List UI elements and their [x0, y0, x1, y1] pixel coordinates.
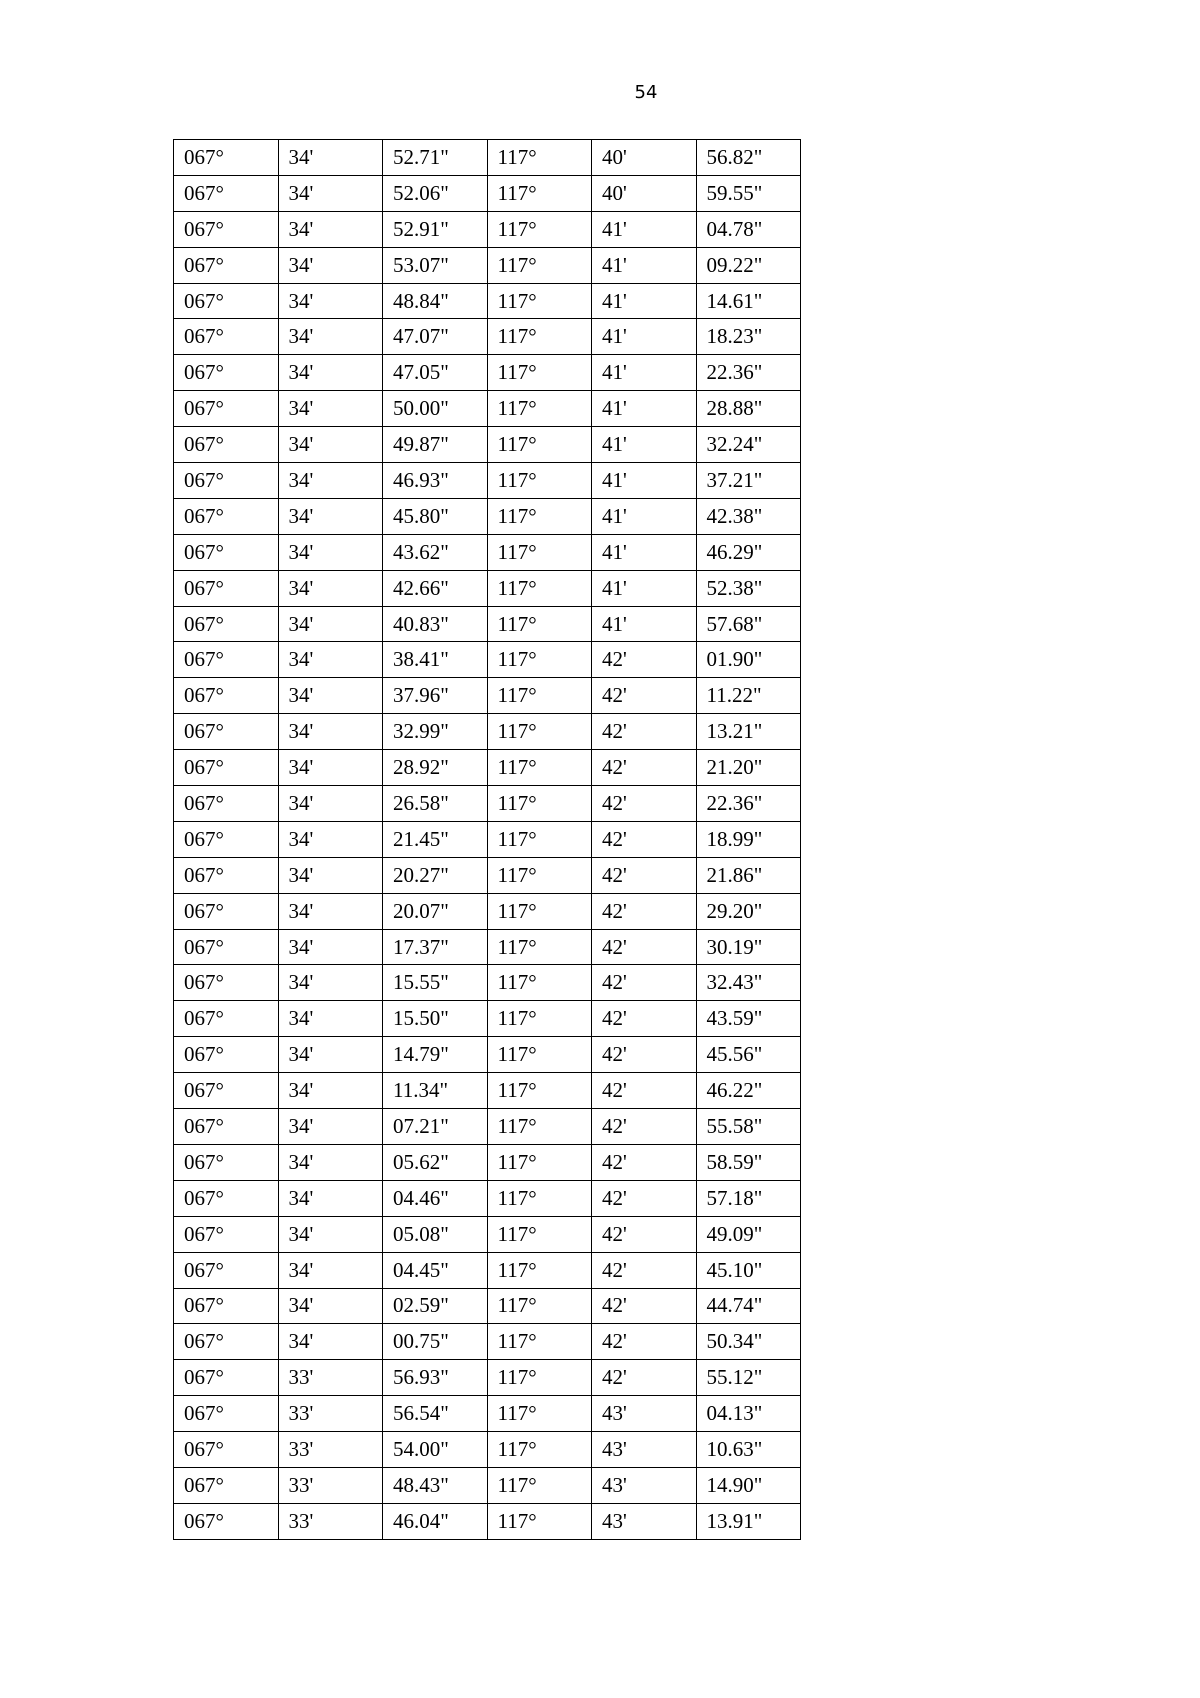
lon-seconds-cell: 59.55"	[696, 175, 801, 211]
lat-seconds-cell: 48.43"	[383, 1467, 488, 1503]
table-row	[174, 534, 801, 570]
lat-degrees-cell: 067°	[174, 1001, 279, 1037]
lat-seconds-cell: 52.06"	[383, 175, 488, 211]
lat-seconds-cell: 47.07"	[383, 319, 488, 355]
lat-degrees-cell: 067°	[174, 175, 279, 211]
lat-minutes-cell: 34'	[278, 857, 383, 893]
table-row	[174, 1073, 801, 1109]
lon-seconds-cell: 45.56"	[696, 1037, 801, 1073]
table-row	[174, 1144, 801, 1180]
lat-seconds-cell: 21.45"	[383, 821, 488, 857]
lon-degrees-cell: 117°	[487, 1216, 592, 1252]
lat-seconds-cell: 20.27"	[383, 857, 488, 893]
lon-degrees-cell: 117°	[487, 283, 592, 319]
lat-minutes-cell: 33'	[278, 1432, 383, 1468]
lon-seconds-cell: 18.99"	[696, 821, 801, 857]
lon-minutes-cell: 41'	[592, 463, 697, 499]
lat-degrees-cell: 067°	[174, 319, 279, 355]
lon-seconds-cell: 32.24"	[696, 427, 801, 463]
lon-degrees-cell: 117°	[487, 750, 592, 786]
lat-minutes-cell: 34'	[278, 750, 383, 786]
lon-minutes-cell: 41'	[592, 247, 697, 283]
lon-minutes-cell: 41'	[592, 355, 697, 391]
lat-degrees-cell: 067°	[174, 1144, 279, 1180]
lon-minutes-cell: 42'	[592, 1252, 697, 1288]
lat-degrees-cell: 067°	[174, 283, 279, 319]
lat-minutes-cell: 34'	[278, 319, 383, 355]
table-row	[174, 821, 801, 857]
lat-seconds-cell: 43.62"	[383, 534, 488, 570]
lon-degrees-cell: 117°	[487, 211, 592, 247]
lat-degrees-cell: 067°	[174, 211, 279, 247]
lon-degrees-cell: 117°	[487, 534, 592, 570]
lat-degrees-cell: 067°	[174, 1180, 279, 1216]
lat-degrees-cell: 067°	[174, 965, 279, 1001]
lat-seconds-cell: 37.96"	[383, 678, 488, 714]
table-row	[174, 427, 801, 463]
lon-degrees-cell: 117°	[487, 714, 592, 750]
lat-seconds-cell: 38.41"	[383, 642, 488, 678]
lat-seconds-cell: 26.58"	[383, 786, 488, 822]
table-row	[174, 857, 801, 893]
lat-minutes-cell: 33'	[278, 1467, 383, 1503]
lat-seconds-cell: 05.08"	[383, 1216, 488, 1252]
lat-degrees-cell: 067°	[174, 678, 279, 714]
lon-degrees-cell: 117°	[487, 1324, 592, 1360]
lat-minutes-cell: 34'	[278, 1288, 383, 1324]
lat-seconds-cell: 47.05"	[383, 355, 488, 391]
lat-minutes-cell: 34'	[278, 175, 383, 211]
lat-seconds-cell: 15.55"	[383, 965, 488, 1001]
lat-minutes-cell: 34'	[278, 1180, 383, 1216]
lat-minutes-cell: 34'	[278, 283, 383, 319]
table-row	[174, 750, 801, 786]
table-row	[174, 1252, 801, 1288]
lon-degrees-cell: 117°	[487, 319, 592, 355]
lat-seconds-cell: 17.37"	[383, 929, 488, 965]
lat-degrees-cell: 067°	[174, 1037, 279, 1073]
lat-seconds-cell: 45.80"	[383, 498, 488, 534]
lat-minutes-cell: 33'	[278, 1360, 383, 1396]
lon-minutes-cell: 42'	[592, 1109, 697, 1145]
lat-degrees-cell: 067°	[174, 1288, 279, 1324]
lat-seconds-cell: 32.99"	[383, 714, 488, 750]
lon-minutes-cell: 42'	[592, 893, 697, 929]
table-row	[174, 140, 801, 176]
lon-degrees-cell: 117°	[487, 498, 592, 534]
lon-minutes-cell: 42'	[592, 1073, 697, 1109]
lon-minutes-cell: 41'	[592, 570, 697, 606]
lon-minutes-cell: 43'	[592, 1503, 697, 1539]
lon-seconds-cell: 14.90"	[696, 1467, 801, 1503]
lon-degrees-cell: 117°	[487, 1144, 592, 1180]
lon-degrees-cell: 117°	[487, 1073, 592, 1109]
lat-minutes-cell: 34'	[278, 714, 383, 750]
lat-minutes-cell: 34'	[278, 1001, 383, 1037]
lon-seconds-cell: 45.10"	[696, 1252, 801, 1288]
lon-degrees-cell: 117°	[487, 678, 592, 714]
lon-seconds-cell: 50.34"	[696, 1324, 801, 1360]
lon-minutes-cell: 43'	[592, 1396, 697, 1432]
lon-seconds-cell: 21.20"	[696, 750, 801, 786]
lon-degrees-cell: 117°	[487, 1180, 592, 1216]
lat-minutes-cell: 34'	[278, 391, 383, 427]
lat-minutes-cell: 34'	[278, 211, 383, 247]
lon-degrees-cell: 117°	[487, 1467, 592, 1503]
lon-seconds-cell: 29.20"	[696, 893, 801, 929]
lon-minutes-cell: 41'	[592, 283, 697, 319]
lat-minutes-cell: 34'	[278, 355, 383, 391]
lon-minutes-cell: 42'	[592, 1180, 697, 1216]
lon-minutes-cell: 42'	[592, 1144, 697, 1180]
lon-minutes-cell: 43'	[592, 1467, 697, 1503]
lat-seconds-cell: 48.84"	[383, 283, 488, 319]
lat-degrees-cell: 067°	[174, 642, 279, 678]
lat-seconds-cell: 04.46"	[383, 1180, 488, 1216]
lon-seconds-cell: 58.59"	[696, 1144, 801, 1180]
table-row	[174, 1216, 801, 1252]
lat-seconds-cell: 15.50"	[383, 1001, 488, 1037]
coordinates-table-body	[174, 140, 801, 1540]
lon-seconds-cell: 13.21"	[696, 714, 801, 750]
lat-minutes-cell: 34'	[278, 786, 383, 822]
lon-minutes-cell: 42'	[592, 1324, 697, 1360]
lon-minutes-cell: 41'	[592, 427, 697, 463]
lat-degrees-cell: 067°	[174, 821, 279, 857]
lon-degrees-cell: 117°	[487, 1252, 592, 1288]
coordinates-table	[173, 139, 801, 1540]
lat-minutes-cell: 34'	[278, 1073, 383, 1109]
table-row	[174, 1288, 801, 1324]
lon-seconds-cell: 30.19"	[696, 929, 801, 965]
lat-minutes-cell: 34'	[278, 929, 383, 965]
lat-degrees-cell: 067°	[174, 355, 279, 391]
lon-minutes-cell: 42'	[592, 1360, 697, 1396]
lat-minutes-cell: 34'	[278, 642, 383, 678]
lat-minutes-cell: 34'	[278, 1037, 383, 1073]
lat-seconds-cell: 52.91"	[383, 211, 488, 247]
lat-minutes-cell: 33'	[278, 1503, 383, 1539]
lat-degrees-cell: 067°	[174, 857, 279, 893]
lon-seconds-cell: 10.63"	[696, 1432, 801, 1468]
lon-degrees-cell: 117°	[487, 929, 592, 965]
lat-degrees-cell: 067°	[174, 786, 279, 822]
table-row	[174, 355, 801, 391]
lat-degrees-cell: 067°	[174, 750, 279, 786]
table-row	[174, 211, 801, 247]
lat-seconds-cell: 42.66"	[383, 570, 488, 606]
lon-degrees-cell: 117°	[487, 642, 592, 678]
lat-minutes-cell: 34'	[278, 1252, 383, 1288]
table-row	[174, 1324, 801, 1360]
lon-minutes-cell: 42'	[592, 965, 697, 1001]
table-row	[174, 642, 801, 678]
lat-minutes-cell: 34'	[278, 1324, 383, 1360]
lat-seconds-cell: 07.21"	[383, 1109, 488, 1145]
table-row	[174, 893, 801, 929]
lat-minutes-cell: 34'	[278, 678, 383, 714]
lon-minutes-cell: 42'	[592, 1216, 697, 1252]
lon-minutes-cell: 42'	[592, 1288, 697, 1324]
table-row	[174, 1037, 801, 1073]
lon-minutes-cell: 41'	[592, 534, 697, 570]
lon-minutes-cell: 42'	[592, 678, 697, 714]
lon-degrees-cell: 117°	[487, 175, 592, 211]
lat-degrees-cell: 067°	[174, 1396, 279, 1432]
lon-degrees-cell: 117°	[487, 786, 592, 822]
lon-degrees-cell: 117°	[487, 140, 592, 176]
lat-seconds-cell: 53.07"	[383, 247, 488, 283]
lon-seconds-cell: 46.22"	[696, 1073, 801, 1109]
lat-degrees-cell: 067°	[174, 714, 279, 750]
lon-degrees-cell: 117°	[487, 1432, 592, 1468]
lon-degrees-cell: 117°	[487, 1360, 592, 1396]
lon-minutes-cell: 43'	[592, 1432, 697, 1468]
lon-minutes-cell: 41'	[592, 391, 697, 427]
lon-degrees-cell: 117°	[487, 1109, 592, 1145]
lat-seconds-cell: 04.45"	[383, 1252, 488, 1288]
lon-minutes-cell: 42'	[592, 929, 697, 965]
lat-minutes-cell: 34'	[278, 893, 383, 929]
lat-minutes-cell: 33'	[278, 1396, 383, 1432]
lat-minutes-cell: 34'	[278, 247, 383, 283]
lat-seconds-cell: 00.75"	[383, 1324, 488, 1360]
lon-degrees-cell: 117°	[487, 606, 592, 642]
lon-seconds-cell: 57.68"	[696, 606, 801, 642]
lon-minutes-cell: 42'	[592, 750, 697, 786]
lon-degrees-cell: 117°	[487, 965, 592, 1001]
lon-minutes-cell: 40'	[592, 175, 697, 211]
table-row	[174, 283, 801, 319]
lon-seconds-cell: 22.36"	[696, 355, 801, 391]
lon-minutes-cell: 41'	[592, 319, 697, 355]
table-row	[174, 1180, 801, 1216]
lat-minutes-cell: 34'	[278, 1109, 383, 1145]
lon-degrees-cell: 117°	[487, 355, 592, 391]
lat-seconds-cell: 50.00"	[383, 391, 488, 427]
lat-degrees-cell: 067°	[174, 606, 279, 642]
lon-seconds-cell: 04.78"	[696, 211, 801, 247]
lon-seconds-cell: 44.74"	[696, 1288, 801, 1324]
lat-degrees-cell: 067°	[174, 1503, 279, 1539]
table-row	[174, 1503, 801, 1539]
lat-seconds-cell: 56.93"	[383, 1360, 488, 1396]
table-row	[174, 498, 801, 534]
lat-seconds-cell: 49.87"	[383, 427, 488, 463]
lat-seconds-cell: 56.54"	[383, 1396, 488, 1432]
lat-degrees-cell: 067°	[174, 1109, 279, 1145]
lon-degrees-cell: 117°	[487, 1503, 592, 1539]
table-row	[174, 1467, 801, 1503]
lat-degrees-cell: 067°	[174, 1360, 279, 1396]
lat-minutes-cell: 34'	[278, 427, 383, 463]
lat-degrees-cell: 067°	[174, 570, 279, 606]
lon-minutes-cell: 42'	[592, 786, 697, 822]
lon-degrees-cell: 117°	[487, 893, 592, 929]
lon-seconds-cell: 55.58"	[696, 1109, 801, 1145]
page-number: 54	[634, 82, 658, 103]
lat-degrees-cell: 067°	[174, 391, 279, 427]
lon-degrees-cell: 117°	[487, 1037, 592, 1073]
lon-seconds-cell: 01.90"	[696, 642, 801, 678]
lon-seconds-cell: 13.91"	[696, 1503, 801, 1539]
lat-seconds-cell: 02.59"	[383, 1288, 488, 1324]
table-row	[174, 786, 801, 822]
lon-seconds-cell: 04.13"	[696, 1396, 801, 1432]
lon-degrees-cell: 117°	[487, 463, 592, 499]
lon-degrees-cell: 117°	[487, 1001, 592, 1037]
lat-degrees-cell: 067°	[174, 1252, 279, 1288]
table-row	[174, 175, 801, 211]
lat-minutes-cell: 34'	[278, 965, 383, 1001]
lat-minutes-cell: 34'	[278, 1216, 383, 1252]
lat-seconds-cell: 46.04"	[383, 1503, 488, 1539]
table-row	[174, 1432, 801, 1468]
lat-seconds-cell: 20.07"	[383, 893, 488, 929]
lon-minutes-cell: 40'	[592, 140, 697, 176]
lat-minutes-cell: 34'	[278, 1144, 383, 1180]
table-row	[174, 319, 801, 355]
lon-minutes-cell: 42'	[592, 1037, 697, 1073]
lon-degrees-cell: 117°	[487, 391, 592, 427]
table-row	[174, 1360, 801, 1396]
lat-minutes-cell: 34'	[278, 606, 383, 642]
lon-minutes-cell: 42'	[592, 821, 697, 857]
lat-seconds-cell: 05.62"	[383, 1144, 488, 1180]
lon-seconds-cell: 09.22"	[696, 247, 801, 283]
lon-degrees-cell: 117°	[487, 570, 592, 606]
lat-seconds-cell: 40.83"	[383, 606, 488, 642]
lat-minutes-cell: 34'	[278, 821, 383, 857]
lat-minutes-cell: 34'	[278, 534, 383, 570]
lat-degrees-cell: 067°	[174, 247, 279, 283]
lon-degrees-cell: 117°	[487, 1396, 592, 1432]
lat-degrees-cell: 067°	[174, 1073, 279, 1109]
lat-degrees-cell: 067°	[174, 1467, 279, 1503]
lat-degrees-cell: 067°	[174, 140, 279, 176]
lon-seconds-cell: 11.22"	[696, 678, 801, 714]
lat-degrees-cell: 067°	[174, 498, 279, 534]
lat-degrees-cell: 067°	[174, 1216, 279, 1252]
lat-seconds-cell: 11.34"	[383, 1073, 488, 1109]
lon-minutes-cell: 41'	[592, 498, 697, 534]
lat-seconds-cell: 52.71"	[383, 140, 488, 176]
lat-degrees-cell: 067°	[174, 427, 279, 463]
lat-seconds-cell: 46.93"	[383, 463, 488, 499]
lon-seconds-cell: 46.29"	[696, 534, 801, 570]
lon-seconds-cell: 52.38"	[696, 570, 801, 606]
lat-degrees-cell: 067°	[174, 893, 279, 929]
lon-degrees-cell: 117°	[487, 821, 592, 857]
lon-seconds-cell: 49.09"	[696, 1216, 801, 1252]
lat-degrees-cell: 067°	[174, 1432, 279, 1468]
lon-minutes-cell: 42'	[592, 857, 697, 893]
table-row	[174, 570, 801, 606]
lon-minutes-cell: 41'	[592, 606, 697, 642]
lon-seconds-cell: 32.43"	[696, 965, 801, 1001]
table-row	[174, 1001, 801, 1037]
lon-degrees-cell: 117°	[487, 427, 592, 463]
lat-minutes-cell: 34'	[278, 463, 383, 499]
lon-minutes-cell: 42'	[592, 642, 697, 678]
lat-degrees-cell: 067°	[174, 929, 279, 965]
lat-minutes-cell: 34'	[278, 140, 383, 176]
lon-minutes-cell: 42'	[592, 714, 697, 750]
table-row	[174, 247, 801, 283]
lon-degrees-cell: 117°	[487, 247, 592, 283]
lon-seconds-cell: 42.38"	[696, 498, 801, 534]
table-row	[174, 714, 801, 750]
lat-degrees-cell: 067°	[174, 463, 279, 499]
lat-seconds-cell: 14.79"	[383, 1037, 488, 1073]
table-row	[174, 391, 801, 427]
table-row	[174, 965, 801, 1001]
table-row	[174, 1109, 801, 1145]
lon-seconds-cell: 57.18"	[696, 1180, 801, 1216]
table-row	[174, 606, 801, 642]
table-row	[174, 678, 801, 714]
lon-seconds-cell: 22.36"	[696, 786, 801, 822]
lat-minutes-cell: 34'	[278, 570, 383, 606]
lat-seconds-cell: 28.92"	[383, 750, 488, 786]
lon-seconds-cell: 28.88"	[696, 391, 801, 427]
table-row	[174, 463, 801, 499]
lon-seconds-cell: 21.86"	[696, 857, 801, 893]
lat-minutes-cell: 34'	[278, 498, 383, 534]
lon-seconds-cell: 37.21"	[696, 463, 801, 499]
lon-seconds-cell: 43.59"	[696, 1001, 801, 1037]
lon-minutes-cell: 42'	[592, 1001, 697, 1037]
lon-seconds-cell: 14.61"	[696, 283, 801, 319]
lon-degrees-cell: 117°	[487, 857, 592, 893]
lat-seconds-cell: 54.00"	[383, 1432, 488, 1468]
table-row	[174, 1396, 801, 1432]
lon-degrees-cell: 117°	[487, 1288, 592, 1324]
lat-degrees-cell: 067°	[174, 534, 279, 570]
lon-seconds-cell: 56.82"	[696, 140, 801, 176]
lon-seconds-cell: 55.12"	[696, 1360, 801, 1396]
table-row	[174, 929, 801, 965]
lon-seconds-cell: 18.23"	[696, 319, 801, 355]
lat-degrees-cell: 067°	[174, 1324, 279, 1360]
lon-minutes-cell: 41'	[592, 211, 697, 247]
